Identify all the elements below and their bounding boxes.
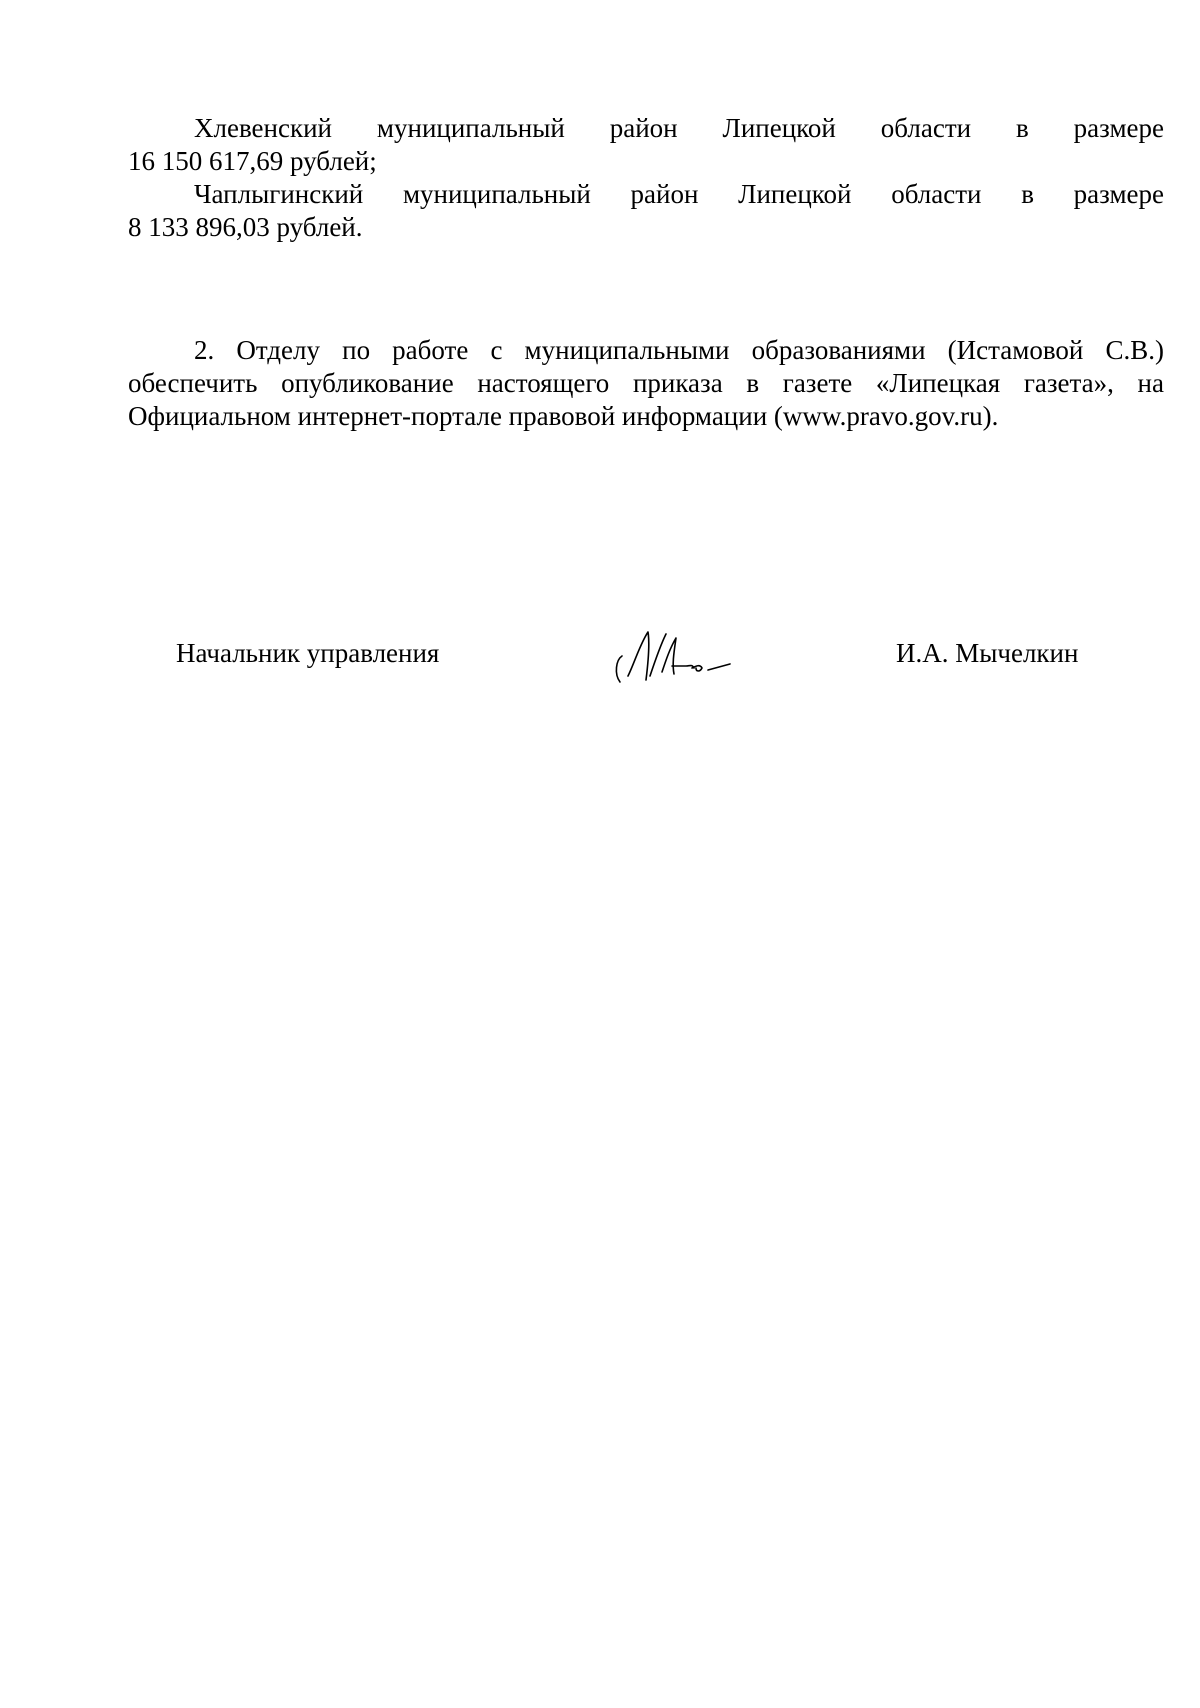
district-khlevensky-line: Хлевенский муниципальный район Липецкой области в размере <box>194 113 1164 143</box>
signature-block <box>0 630 1200 710</box>
district-khlevensky-amount: 16 150 617,69 рублей; <box>128 146 377 176</box>
document-body <box>128 112 1164 431</box>
signer-title: Начальник управления <box>176 638 440 668</box>
handwritten-signature <box>610 624 740 694</box>
publication-clause: 2. Отделу по работе с муниципальными образованиями (Истамовой С.В.) обеспечить опубликование настоящего приказа в газете «Липецкая газета», на Официальном интернет-портале правовой информации (www.pravo.gov.ru). <box>128 335 1164 431</box>
district-list <box>128 112 1164 244</box>
district-chaplyginsky-amount: 8 133 896,03 рублей. <box>128 212 363 242</box>
signer-name: И.А. Мычелкин <box>896 638 1079 668</box>
district-chaplyginsky-line: Чаплыгинский муниципальный район Липецкой области в размере <box>194 179 1164 209</box>
